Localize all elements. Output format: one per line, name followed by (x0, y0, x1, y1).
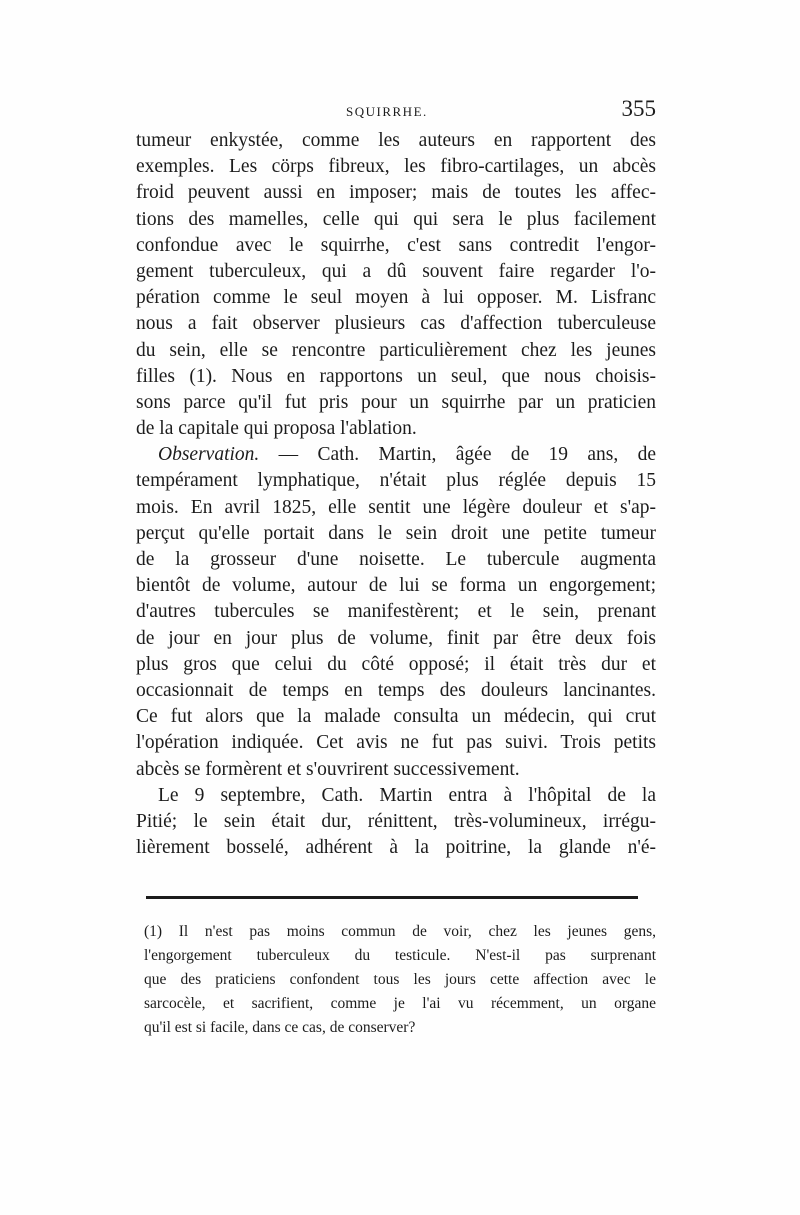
footnote-separator-rule (146, 896, 638, 899)
text-line: confondue avec le squirrhe, c'est sans contredit l'engor- (136, 234, 656, 256)
text-line: Ce fut alors que la malade consulta un médecin, qui crut (136, 706, 656, 728)
text-line: du sein, elle se rencontre particulièrement chez les jeunes (136, 339, 656, 361)
text-line: de jour en jour plus de volume, finit par être deux fois (136, 627, 656, 649)
text-line: tumeur enkystée, comme les auteurs en rapportent des (136, 130, 656, 151)
text-line: lièrement bosselé, adhérent à la poitrine, la glande n'é- (136, 837, 656, 859)
footnote (144, 920, 656, 1040)
text-line: mois. En avril 1825, elle sentit une légère douleur et s'ap- (136, 496, 656, 518)
text-line: froid peuvent aussi en imposer; mais de toutes les affec- (136, 182, 656, 204)
text-line: d'autres tubercules se manifestèrent; et le sein, prenant (136, 601, 656, 623)
main-text (136, 128, 656, 861)
observation-label: Observation. (158, 444, 260, 466)
text-line: nous a fait observer plusieurs cas d'affection tuberculeuse (136, 313, 656, 335)
text-line: l'opération indiquée. Cet avis ne fut pas suivi. Trois petits (136, 732, 656, 754)
page-number: 355 (621, 96, 656, 121)
text-line: exemples. Les cörps fibreux, les fibro-cartilages, un abcès (136, 156, 656, 178)
text-line: occasionnait de temps en temps des douleurs lancinantes. (136, 679, 656, 701)
text-line: sons parce qu'il fut pris pour un squirrhe par un praticien (136, 391, 656, 413)
running-head-title: SQUIRRHE. (346, 104, 428, 119)
text-line: de la grosseur d'une noisette. Le tubercule augmenta (136, 549, 656, 570)
text-line: pération comme le seul moyen à lui opposer. M. Lisfranc (136, 287, 656, 309)
text-line: tions des mamelles, celle qui qui sera le plus facilement (136, 208, 656, 230)
text-line: bientôt de volume, autour de lui se forma un engorgement; (136, 575, 656, 597)
text-line: tempérament lymphatique, n'était plus réglée depuis 15 (136, 470, 656, 492)
text-line: abcès se formèrent et s'ouvrirent successivement. (136, 758, 520, 780)
footnote-line: qu'il est si facile, dans ce cas, de conserver? (144, 1019, 416, 1036)
text-line: Le 9 septembre, Cath. Martin entra à l'hôpital de la (158, 784, 656, 806)
footnote-line: que des praticiens confondent tous les jours cette affection avec le (144, 971, 656, 988)
text-line: gement tuberculeux, qui a dû souvent faire regarder l'o- (136, 260, 656, 282)
observation-heading-line (136, 442, 656, 468)
footnote-line: (1) Il n'est pas moins commun de voir, chez les jeunes gens, (144, 923, 656, 940)
text-line: plus gros que celui du côté opposé; il était très dur et (136, 653, 656, 675)
running-head (136, 96, 656, 126)
text-line: perçut qu'elle portait dans le sein droit une petite tumeur (136, 522, 656, 544)
footnote-line: l'engorgement tuberculeux du testicule. N'est-il pas surprenant (144, 947, 656, 964)
footnote-line: sarcocèle, et sacrifient, comme je l'ai vu récemment, un organe (144, 995, 656, 1012)
text-line: de la capitale qui proposa l'ablation. (136, 418, 417, 440)
text-line: Pitié; le sein était dur, rénittent, très-volumineux, irrégu- (136, 810, 656, 832)
text-line: filles (1). Nous en rapportons un seul, que nous choisis- (136, 365, 656, 387)
observation-first-line-text: — Cath. Martin, âgée de 19 ans, de (259, 444, 656, 466)
